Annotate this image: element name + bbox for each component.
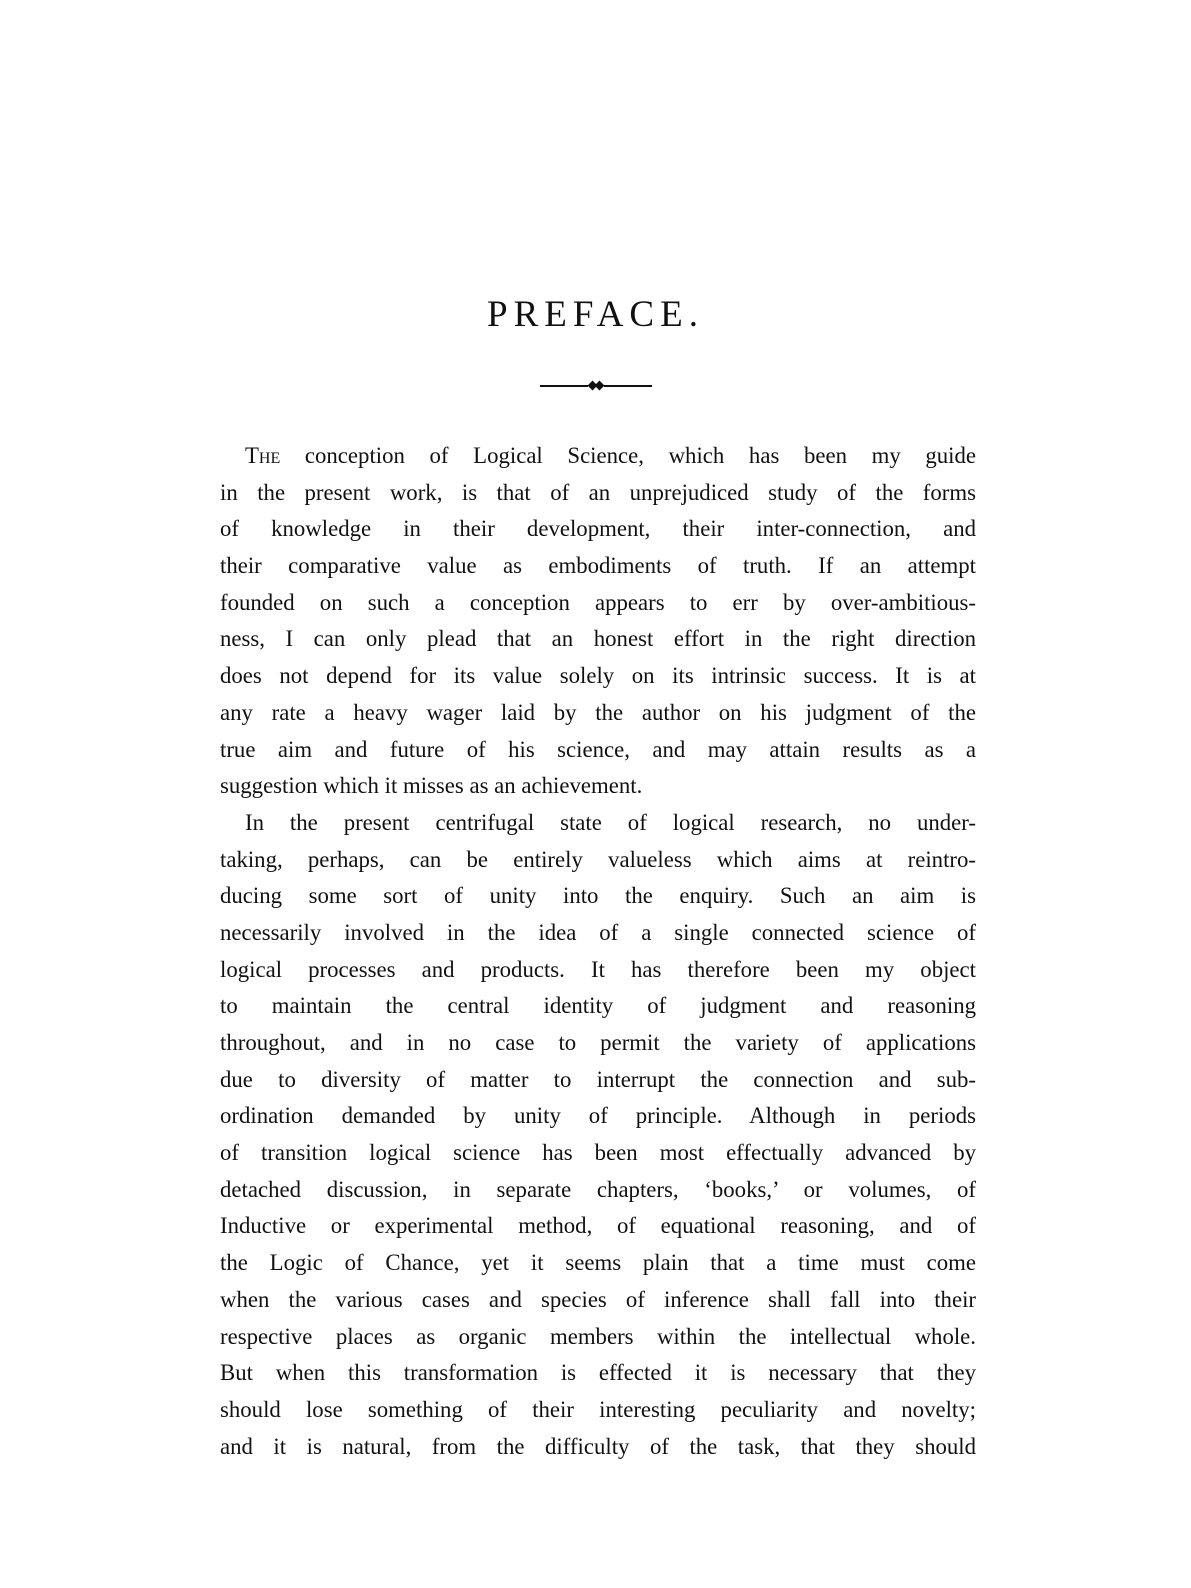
text-line: taking, perhaps, can be entirely valueless which aims at reintro-	[220, 846, 976, 872]
text-line: suggestion which it misses as an achievement.	[220, 773, 643, 799]
text-line: should lose something of their interesting peculiarity and novelty;	[220, 1396, 976, 1422]
ornament-rule-right	[604, 385, 652, 387]
text-line: when the various cases and species of inference shall fall into their	[220, 1286, 976, 1312]
text-line: throughout, and in no case to permit the variety of applications	[220, 1030, 976, 1055]
ornament-rule-left	[540, 385, 588, 387]
text-line: any rate a heavy wager laid by the author on his judgment of the	[220, 699, 976, 725]
text-line: But when this transformation is effected it is necessary that they	[220, 1360, 976, 1386]
text-line: does not depend for its value solely on its intrinsic success. It is at	[220, 663, 976, 689]
body-text	[220, 438, 976, 1465]
text-line: of knowledge in their development, their inter-connection, and	[220, 516, 976, 542]
line-text: conception of Logical Science, which has been my guide	[280, 443, 976, 468]
text-line: founded on such a conception appears to err by over-ambitious-	[220, 589, 976, 615]
text-line: and it is natural, from the difficulty of the task, that they should	[220, 1433, 976, 1459]
text-line	[220, 438, 976, 475]
text-line: In the present centrifugal state of logical research, no under-	[245, 809, 976, 835]
ornament-divider	[540, 380, 652, 392]
text-line: logical processes and products. It has therefore been my object	[220, 956, 976, 982]
text-line: Inductive or experimental method, of equational reasoning, and of	[220, 1213, 976, 1239]
text-line: the Logic of Chance, yet it seems plain that a time must come	[220, 1250, 976, 1276]
text-line: necessarily involved in the idea of a single connected science of	[220, 919, 976, 945]
text-line: due to diversity of matter to interrupt the connection and sub-	[220, 1066, 976, 1092]
page-heading: PREFACE.	[487, 294, 704, 335]
text-line: respective places as organic members within the intellectual whole.	[220, 1323, 976, 1349]
text-line: their comparative value as embodiments of truth. If an attempt	[220, 553, 976, 579]
text-line: true aim and future of his science, and may attain results as a	[220, 736, 976, 762]
text-line: ness, I can only plead that an honest effort in the right direction	[220, 626, 976, 652]
text-line: ducing some sort of unity into the enquiry. Such an aim is	[220, 883, 976, 909]
first-word: The	[245, 443, 281, 468]
ornament-diamond	[595, 381, 605, 391]
text-line: ordination demanded by unity of principle. Although in periods	[220, 1103, 976, 1129]
text-line: of transition logical science has been most effectually advanced by	[220, 1140, 976, 1166]
text-line: to maintain the central identity of judgment and reasoning	[220, 993, 976, 1019]
text-line: in the present work, is that of an unprejudiced study of the forms	[220, 479, 976, 505]
text-line: detached discussion, in separate chapters, ‘books,’ or volumes, of	[220, 1176, 976, 1202]
